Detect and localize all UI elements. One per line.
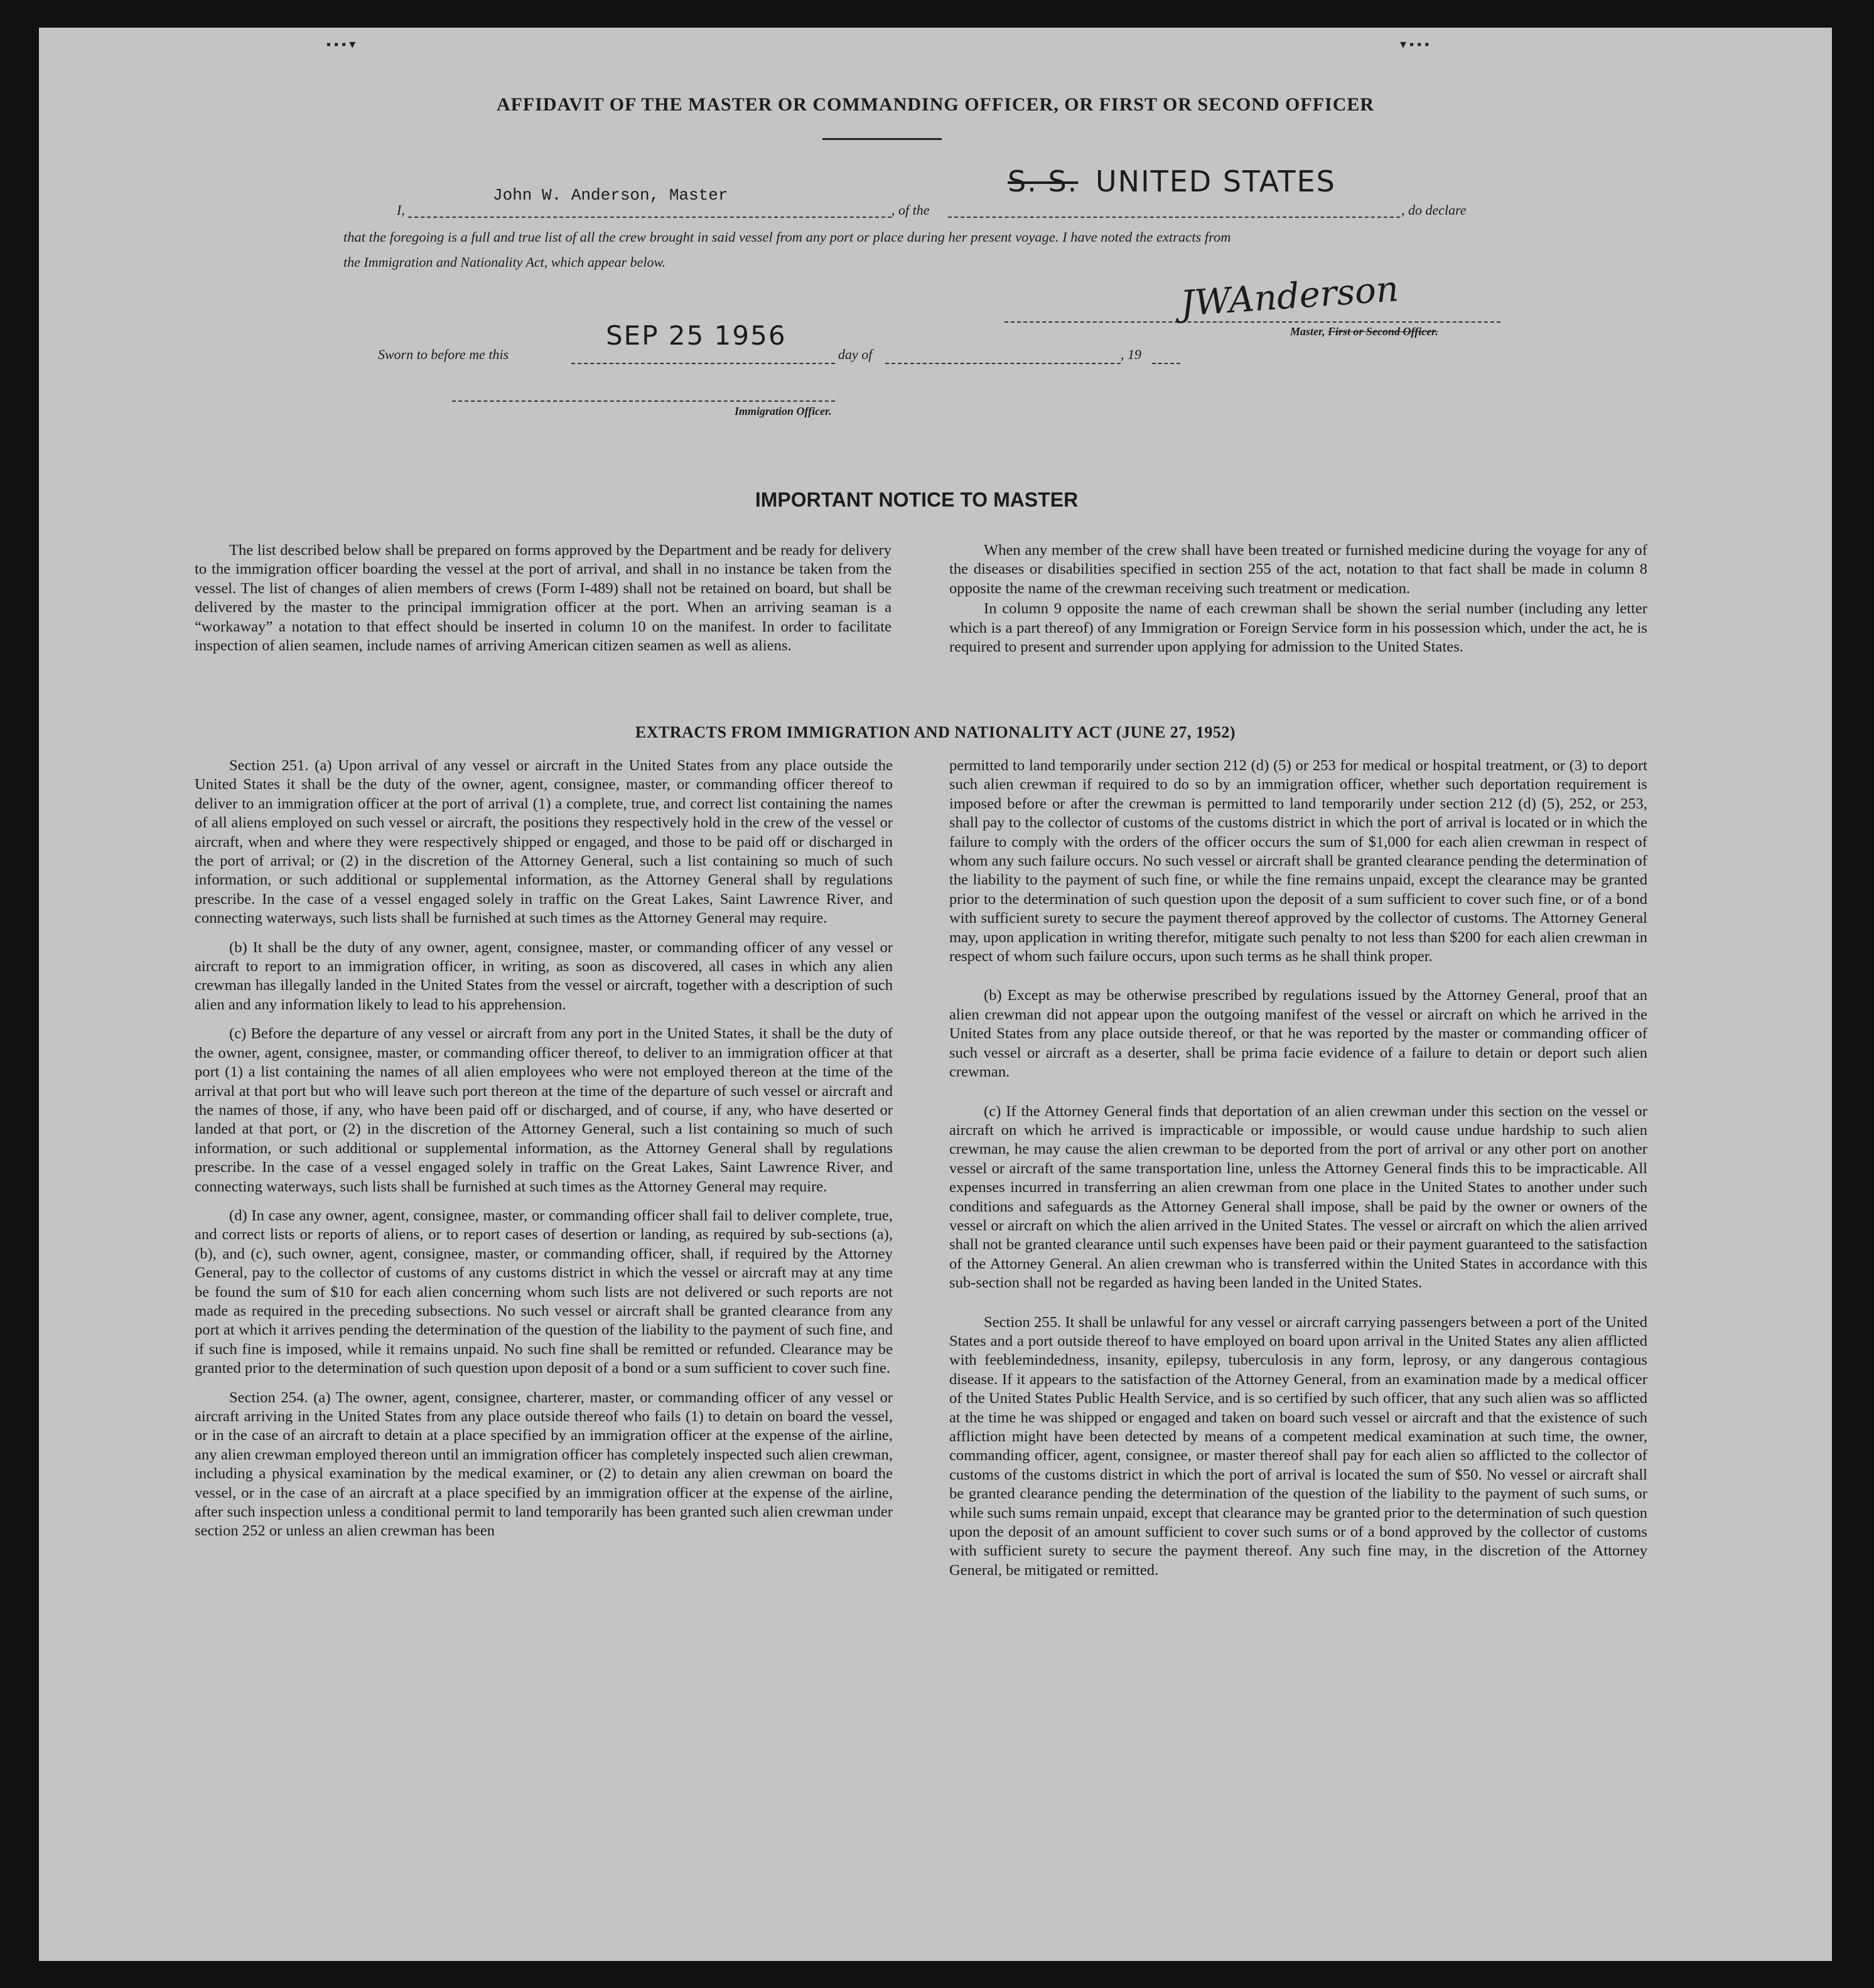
day-of-label: day of (838, 347, 873, 362)
do-declare-label: , do declare (1401, 202, 1467, 218)
master-name-line (408, 217, 891, 218)
extract-paragraph: (b) Except as may be otherwise prescribed by regulations issued by the Attorney General, proof that an alien crewman did not appear upon the outgoing manifest of the vessel or aircraft on which he arrived in the United States from any place outside thereof, or that he was reported by the master or commanding officer of such vessel or aircraft as a deserter, shall be prima facie evidence of a failure to detain or deport such alien crewman. (949, 987, 1647, 1081)
sworn-label: Sworn to before me this (378, 347, 509, 362)
extract-paragraph: Section 255. It shall be unlawful for any vessel or aircraft carrying passengers between a port of the United States and a port outside thereof to have employed on board upon arrival in the United States any alien afflicted with feeblemindedness, insanity, epilepsy, tuberculosis in any form, leprosy, or any dangerous contagious disease. If it appears to the satisfaction of the Attorney General, from an examination made by a medical officer of the United States Public Health Service, and is so certified by such officer, that any such alien was so afflicted at the time he was shipped or engaged and taken on board such vessel or aircraft and that the existence of such affliction might have been detected by means of a competent medical examination at such time, the owner, commanding officer, agent, consignee, or master thereof shall pay for each alien so afflicted to the collector of customs of the customs district in which the port of arrival is located the sum of $50. No vessel or aircraft shall be granted clearance pending the determination of the question of the liability to the payment of such sums, or while such sums remain unpaid, except that clearance may be granted prior to the determination of such question upon the deposit of an amount sufficient to cover such sums or of a bond approved by the collector of customs with sufficient surety to secure the payment thereof. Any such fine may, in the discretion of the Attorney General, be mitigated or remitted. (949, 1313, 1647, 1579)
date-stamp: SEP 25 1956 (606, 320, 787, 351)
extract-paragraph: (b) It shall be the duty of any owner, agent, consignee, master, or commanding officer of any vessel or aircraft to report to an immigration officer, in writing, as soon as discovered, all cases in which any alien crewman has illegally landed in the United States from the vessel or aircraft, together with a description of such alien and any information likely to lead to his apprehension. (195, 938, 893, 1013)
vessel-name: UNITED STATES (1096, 164, 1336, 198)
month-line (885, 363, 1121, 364)
extracts-left-column (195, 756, 893, 1551)
signature-caption-struck: First or Second Officer. (1328, 325, 1438, 338)
year-line (1152, 363, 1180, 364)
master-signature: JWAnderson (1179, 268, 1400, 325)
immigration-officer-label: Immigration Officer. (735, 405, 832, 417)
extracts-right-column (949, 756, 1647, 1590)
i-label: I, (397, 202, 405, 218)
notice-paragraph: In column 9 opposite the name of each crewman shall be shown the serial number (including any letter which is a part thereof) of any Immigration or Foreign Service form in his possession which, under the act, he is required to present and surrender upon applying for admission to the United States. (949, 600, 1647, 656)
extract-paragraph: (c) Before the departure of any vessel or aircraft from any port in the United States, it shall be the duty of the owner, agent, consignee, master, or commanding officer thereof, to deliver to an immigration officer at that port (1) a list containing the names of all alien employees who were not employed thereon at the time of the arrival at that port but who will leave such port thereon at the time of the departure of such vessel or aircraft and the names of those, if any, who have been paid off or discharged, and of course, if any, who have deserted or landed at that port, or (2) in the discretion of the Attorney General, such a list containing so much of such information, or such additional or supplemental information, as the Attorney General shall by regulations prescribe. In the case of a vessel engaged solely in traffic on the Great Lakes, Saint Lawrence River, and connecting waterways, such lists shall be furnished at such times as the Attorney General may require. (195, 1025, 893, 1195)
extract-paragraph: permitted to land temporarily under section 212 (d) (5) or 253 for medical or hospital treatment, or (3) to deport such alien crewman if required to do so by an immigration officer, whether such deportation requirement is imposed before or after the crewman is permitted to land temporarily under section 212 (d) (5), 252, or 253, shall pay to the collector of customs of the customs district in which the port of arrival is located or in which the failure to comply with the orders of the officer occurs the sum of $1,000 for each alien crewman in respect of whom any such failure occurs. No such vessel or aircraft shall be granted clearance pending the determination of the liability to the payment of such fine, or while the fine remains unpaid, except the clearance may be granted prior to the determination of such question upon the deposit of a sum sufficient to cover such fine, or of a bond with sufficient surety to secure the payment thereof approved by the collector of customs. The Attorney General may, upon application in writing therefor, mitigate such penalty to not less than $200 for each alien crewman in respect of whom such failure occurs, upon such terms as he shall think proper. (949, 757, 1647, 965)
signature-line (1004, 321, 1500, 323)
statement-line-2: the Immigration and Nationality Act, which appear below. (343, 254, 666, 270)
affidavit-title: AFFIDAVIT OF THE MASTER OR COMMANDING OFFICER, OR FIRST OR SECOND OFFICER (496, 94, 1375, 115)
notice-left-column (195, 541, 891, 665)
immigration-officer-line (452, 400, 835, 402)
vessel-prefix-struck: S. S. (1008, 164, 1079, 198)
master-name: John W. Anderson, Master (493, 186, 728, 205)
extract-paragraph: (c) If the Attorney General finds that deportation of an alien crewman under this section on the vessel or aircraft on which he arrived is impracticable or impossible, or would cause undue hardship to such alien crewman, he may cause the alien crewman to be deported from the port of arrival or any other port on another vessel or aircraft of the same transportation line, unless the Attorney General finds this to be impracticable. All expenses incurred in transferring an alien crewman from one place in the United States to another under such conditions and safeguards as the Attorney General shall impose, shall be paid by the owner or owners of the vessel or aircraft on which the alien arrived in the United States. The vessel or aircraft on which the alien arrived shall not be granted clearance until such expenses have been paid or their payment guaranteed to the satisfaction of the Attorney General. An alien crewman who is transferred within the United States in accordance with this sub-section shall not be regarded as having been landed in the United States. (949, 1102, 1647, 1292)
sworn-day-line (571, 363, 835, 364)
vessel-name-line (948, 217, 1400, 218)
of-the-label: , of the (891, 202, 930, 218)
extract-paragraph: Section 251. (a) Upon arrival of any vessel or aircraft in the United States from any place outside the United States it shall be the duty of the owner, agent, consignee, master, or commanding officer thereof to deliver to an immigration officer at the port of arrival (1) a complete, true, and correct list containing the names of all aliens employed on such vessel or aircraft, the positions they respectively hold in the crew of the vessel or aircraft, when and where they were respectively shipped or engaged, and those to be paid off or discharged in the port of arrival; or (2) in the discretion of the Attorney General, such a list containing so much of such information, or such additional or supplemental information, as the Attorney General shall by regulations prescribe. In the case of a vessel engaged solely in traffic on the Great Lakes, Saint Lawrence River, and connecting waterways, such lists shall be furnished at such times as the Attorney General may require. (195, 757, 893, 927)
notice-paragraph: The list described below shall be prepared on forms approved by the Department and be ready for delivery to the immigration officer boarding the vessel at the port of arrival, and shall in no instance be taken from the vessel. The list of changes of alien members of crews (Form I-489) shall not be retained on board, but shall be delivered by the master to the principal immigration officer at the port. When an arriving seaman is a “workaway” a notation to that effect should be inserted in column 10 on the manifest. In order to facilitate inspection of alien seamen, include names of arriving American citizen seamen as well as aliens. (195, 542, 891, 655)
extract-paragraph: (d) In case any owner, agent, consignee, master, or commanding officer shall fail to deliver complete, true, and correct lists or reports of aliens, or to report cases of desertion or landing, as required by sub-sections (a), (b), and (c), such owner, agent, consignee, master, or commanding officer, shall, if required by the Attorney General, pay to the collector of customs of any customs district in which the vessel or aircraft may at any time be found the sum of $10 for each alien concerning whom such lists are not delivered or such reports are not made as required in the preceding subsections. No such vessel or aircraft shall be granted clearance from any port at which it arrives pending the determination of the question of the liability to the payment of such fine, and if such fine is imposed, while it remains unpaid. No such fine shall be remitted or refunded. Clearance may be granted prior to the determination of such question upon deposit of a bond or a sum sufficient to cover such fine. (195, 1206, 893, 1377)
page-mark-right: ▾ ▪ ▪ ▪ (1400, 38, 1430, 51)
notice-paragraph: When any member of the crew shall have been treated or furnished medicine during the voyage for any of the diseases or disabilities specified in section 255 of the act, notation to that fact shall be made in column 8 opposite the name of the crewman receiving such treatment or medication. (949, 542, 1647, 597)
signature-caption (1290, 325, 1438, 338)
extract-paragraph: Section 254. (a) The owner, agent, consignee, charterer, master, or commanding officer of any vessel or aircraft arriving in the United States from any place outside thereof who fails (1) to detain on board the vessel, or in the case of an aircraft to detain at a place specified by an immigration officer at the expense of the airline, any alien crewman employed thereon until an immigration officer has completely inspected such alien crewman, including a physical examination by the medical examiner, or (2) to detain any alien crewman on board the vessel, or in the case of an aircraft at a place specified by an immigration officer at the expense of the airline, after such inspection unless a conditional permit to land temporarily has been granted such alien crewman under section 252 or unless an alien crewman has been (195, 1389, 893, 1540)
signature-caption-master: Master, (1290, 325, 1325, 338)
page-mark-left: ▪ ▪ ▪ ▾ (326, 38, 356, 51)
statement-line-1: that the foregoing is a full and true list of all the crew brought in said vessel from any port or place during her present voyage. I have noted the extracts from (343, 229, 1231, 245)
notice-right-column (949, 541, 1647, 667)
notice-title: IMPORTANT NOTICE TO MASTER (755, 488, 1079, 511)
extracts-title: EXTRACTS FROM IMMIGRATION AND NATIONALITY ACT (JUNE 27, 1952) (635, 723, 1236, 741)
title-divider (822, 138, 942, 140)
year-prefix: , 19 (1121, 347, 1141, 362)
